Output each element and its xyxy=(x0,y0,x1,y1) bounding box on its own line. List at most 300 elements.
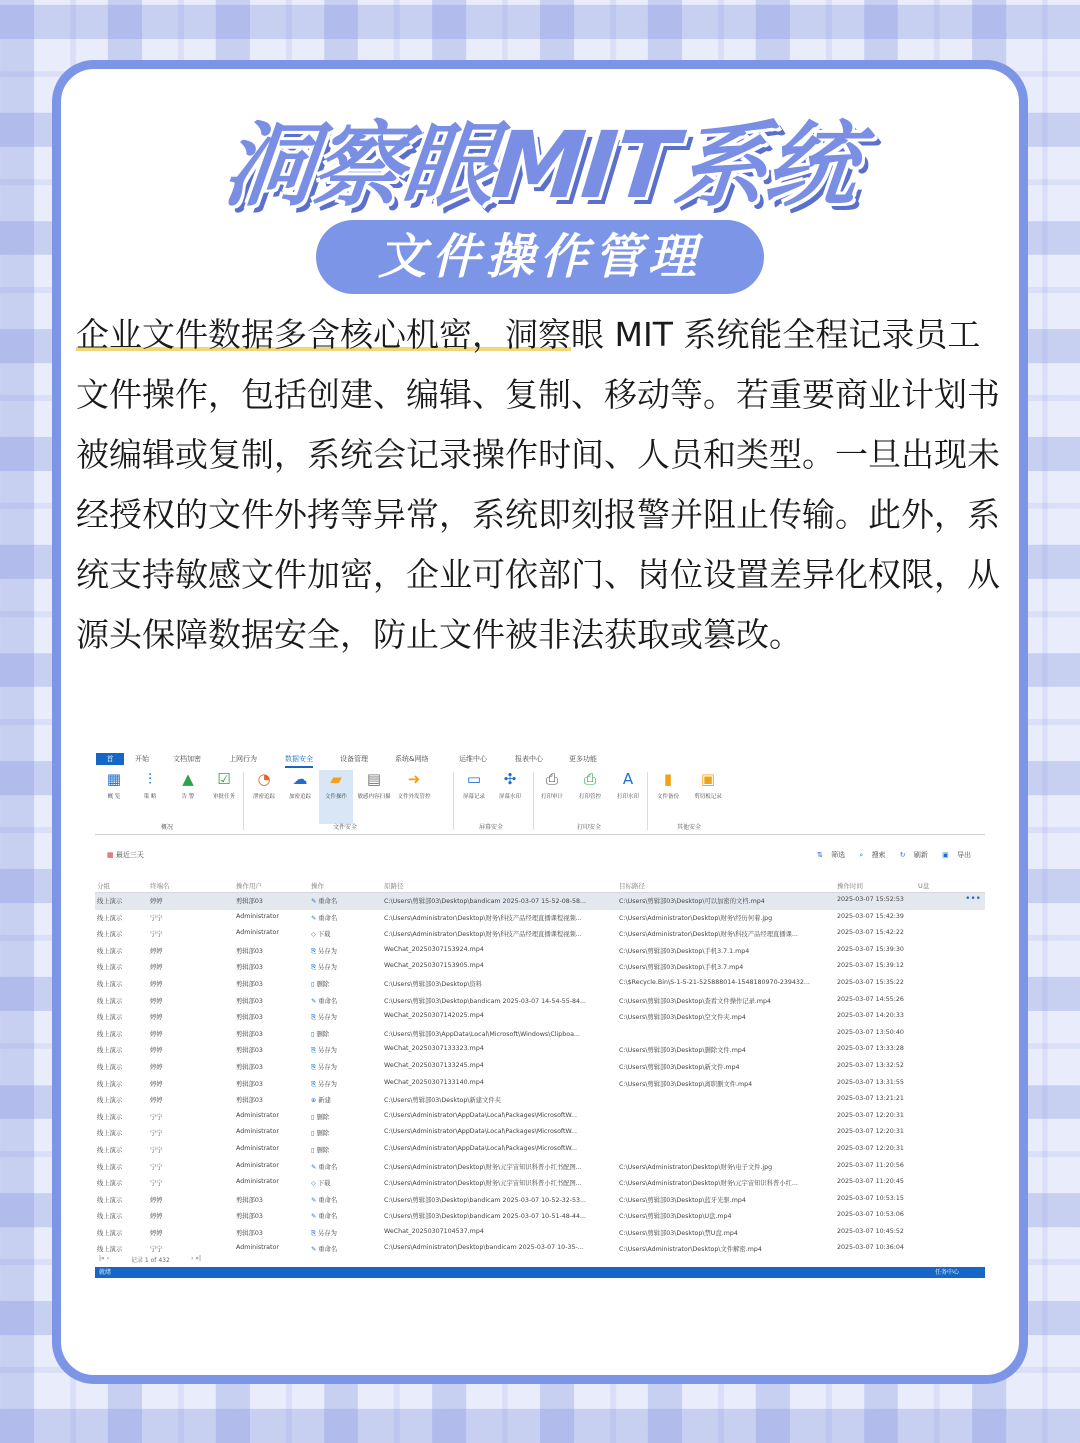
table-cell: 婷婷 xyxy=(150,1229,163,1237)
date-filter-button[interactable] xyxy=(107,850,144,860)
table-cell: 线上演示 xyxy=(97,898,123,905)
table-cell: Administrator xyxy=(236,929,279,937)
operation-cell xyxy=(311,1228,381,1238)
table-cell: C:\Users\Administrator\Desktop\文件解密.mp4 xyxy=(619,1246,762,1254)
table-cell: C:\Users\Administrator\AppData\Local\Packages\MicrosoftW... xyxy=(384,1144,578,1152)
menu-tab[interactable]: 文档加密 xyxy=(173,755,201,763)
table-row[interactable] xyxy=(95,993,985,1010)
ribbon-button-label: 文件外发管控 xyxy=(397,794,431,800)
table-row[interactable] xyxy=(95,1142,985,1159)
intro-highlight: 企业文件数据多含核心机密，洞察 xyxy=(76,315,571,354)
table-cell: 剪辑部03 xyxy=(236,1014,263,1022)
table-cell: 线上演示 xyxy=(97,1196,123,1204)
filter-button[interactable] xyxy=(811,851,845,859)
table-row[interactable] xyxy=(95,1159,985,1176)
file-operation-table xyxy=(95,878,985,1258)
ribbon-button-label: 剪切板记录 xyxy=(694,794,722,800)
table-cell: 线上演示 xyxy=(97,980,123,988)
table-cell: C:\Users\Administrator\Desktop\财务\科技产品经理直播课程视频... xyxy=(384,931,582,939)
table-cell: 2025-03-07 10:53:06 xyxy=(837,1211,904,1219)
printer-icon: ⎙ xyxy=(545,770,558,788)
operation-cell xyxy=(311,929,381,938)
operation-icon: ⎘ xyxy=(311,1063,317,1071)
operation-cell xyxy=(311,913,381,922)
table-cell: 婷婷 xyxy=(150,1213,163,1221)
operation-icon: ▯ xyxy=(311,1030,315,1038)
table-cell: 剪辑部03 xyxy=(236,1063,263,1071)
table-cell: 线上演示 xyxy=(97,1180,123,1188)
table-cell: C:\$Recycle.Bin\S-1-5-21-525888014-1548180970-239432... xyxy=(619,978,810,986)
ribbon-button-label: 加密追踪 xyxy=(288,794,311,800)
export-button[interactable] xyxy=(936,851,971,859)
table-row[interactable] xyxy=(95,976,985,993)
operation-icon: ⎘ xyxy=(311,1047,317,1055)
table-cell: 剪辑部03 xyxy=(236,898,263,905)
table-cell: 线上演示 xyxy=(97,1246,123,1254)
ribbon-button-label: 概 览 xyxy=(107,794,121,800)
clipboard-icon: ▣ xyxy=(700,770,716,788)
ribbon-button[interactable] xyxy=(493,770,527,816)
search-button[interactable] xyxy=(853,851,885,859)
operation-label: 另存为 xyxy=(318,1080,337,1088)
ribbon xyxy=(95,768,985,835)
column-header[interactable]: 分组 xyxy=(97,882,110,890)
document-scan-icon: ▤ xyxy=(366,770,382,788)
table-cell: 2025-03-07 15:35:22 xyxy=(837,978,904,986)
table-cell: 2025-03-07 12:20:31 xyxy=(837,1144,904,1152)
ribbon-button[interactable] xyxy=(97,770,131,816)
status-bar xyxy=(95,1267,985,1278)
column-header[interactable]: 操作时间 xyxy=(837,882,863,890)
table-cell: 2025-03-07 14:55:26 xyxy=(837,995,904,1003)
table-cell: C:\Users\剪辑部03\Desktop\bandicam 2025-03-07 10-52-32-53... xyxy=(384,1196,587,1204)
pager xyxy=(95,1253,985,1265)
table-cell: C:\Users\Administrator\Desktop\财务\元宇宙知识科普小红... xyxy=(619,1180,798,1188)
table-cell: 婷婷 xyxy=(150,947,163,955)
table-cell: 宁宁 xyxy=(150,1130,163,1138)
operation-icon: ▯ xyxy=(311,1113,315,1121)
subtitle-pill: 文件操作管理 xyxy=(316,220,764,294)
table-cell: 2025-03-07 10:36:04 xyxy=(837,1244,904,1252)
operation-label: 重命名 xyxy=(318,997,338,1005)
table-cell: C:\Users\剪辑部03\Desktop\空文件夹.mp4 xyxy=(619,1014,746,1022)
table-cell: 线上演示 xyxy=(97,964,123,972)
operation-cell xyxy=(311,1211,381,1220)
operation-cell xyxy=(311,896,381,905)
table-cell: 线上演示 xyxy=(97,1213,123,1221)
operation-label: 新建 xyxy=(318,1097,331,1105)
menu-home-button[interactable]: 首 xyxy=(96,753,124,765)
table-cell: 2025-03-07 13:33:28 xyxy=(837,1045,904,1053)
table-cell: 婷婷 xyxy=(150,898,163,905)
table-cell: 剪辑部03 xyxy=(236,1213,263,1221)
menu-tab[interactable]: 开始 xyxy=(135,755,149,763)
export-icon: ▣ xyxy=(942,851,949,859)
ribbon-divider xyxy=(453,772,454,830)
search-label: 搜索 xyxy=(871,851,886,859)
ribbon-button[interactable] xyxy=(283,770,317,816)
table-cell: 婷婷 xyxy=(150,1030,163,1038)
table-cell: C:\Users\Administrator\Desktop\财务\电子文件.jpg xyxy=(619,1163,773,1171)
table-cell: C:\Users\剪辑部03\Desktop\U盘.mp4 xyxy=(619,1213,732,1221)
table-cell: 线上演示 xyxy=(97,1113,123,1121)
operation-label: 重命名 xyxy=(318,1196,338,1204)
operation-cell xyxy=(311,996,381,1005)
operation-icon: ✎ xyxy=(311,1246,317,1254)
operation-icon: ✎ xyxy=(311,1213,317,1221)
table-header xyxy=(95,878,985,893)
table-cell: C:\Users\剪辑部03\AppData\Local\Microsoft\Windows\Clipboa... xyxy=(384,1030,580,1038)
table-cell: C:\Users\Administrator\Desktop\财务\经历何着.jpg xyxy=(619,914,773,922)
operation-cell xyxy=(311,1045,381,1055)
table-row[interactable] xyxy=(95,1059,985,1076)
operation-icon: ⊕ xyxy=(311,1097,317,1105)
filter-label: 筛选 xyxy=(831,851,846,859)
sliders-icon: ⫶ xyxy=(148,770,152,788)
table-cell: 2025-03-07 13:21:21 xyxy=(837,1095,904,1103)
ribbon-button-label: 屏幕水印 xyxy=(498,794,521,800)
table-cell: 宁宁 xyxy=(150,1113,163,1121)
operation-label: 删除 xyxy=(316,1146,330,1154)
table-row[interactable] xyxy=(95,1092,985,1109)
operation-icon: ⎘ xyxy=(311,964,317,972)
ribbon-button[interactable] xyxy=(207,770,241,816)
table-row[interactable] xyxy=(95,1042,985,1059)
table-cell: 线上演示 xyxy=(97,1080,123,1088)
table-cell: C:\Users\剪辑部03\Desktop\离职删文件.mp4 xyxy=(619,1080,753,1088)
operation-icon: ⎘ xyxy=(311,1229,317,1237)
table-cell: WeChat_20250307104537.mp4 xyxy=(384,1227,484,1235)
operation-cell xyxy=(311,1162,381,1171)
table-cell: C:\Users\剪辑部03\Desktop\查看文件操作记录.mp4 xyxy=(619,997,772,1005)
checklist-icon: ☑ xyxy=(217,770,231,788)
column-header[interactable]: 原路径 xyxy=(384,882,404,890)
toolbar xyxy=(95,846,985,864)
calendar-icon: ▦ xyxy=(107,851,114,859)
ribbon-group-label: 屏幕安全 xyxy=(479,824,504,831)
table-cell: 剪辑部03 xyxy=(236,1196,263,1204)
operation-label: 另存为 xyxy=(318,1229,337,1237)
ribbon-group-label: 其他安全 xyxy=(677,824,702,831)
table-cell: 线上演示 xyxy=(97,947,123,955)
table-cell: 2025-03-07 15:39:30 xyxy=(837,945,904,953)
operation-cell xyxy=(311,946,381,956)
operation-label: 下载 xyxy=(317,1180,331,1188)
table-cell: 宁宁 xyxy=(150,1180,163,1188)
operation-label: 另存为 xyxy=(318,1014,337,1022)
ribbon-button-label: 敏感内容扫描 xyxy=(357,794,391,800)
operation-icon: ⎘ xyxy=(311,947,317,955)
menu-tab[interactable]: 数据安全 xyxy=(285,752,313,768)
operation-label: 删除 xyxy=(316,1113,330,1121)
table-cell: 线上演示 xyxy=(97,1229,123,1237)
table-cell: 宁宁 xyxy=(150,931,163,939)
table-cell: 剪辑部03 xyxy=(236,1097,263,1105)
menu-tab[interactable]: 设备管理 xyxy=(340,755,368,763)
table-cell: 婷婷 xyxy=(150,980,163,988)
cloud-upload-icon: ☁ xyxy=(292,770,308,788)
ribbon-button[interactable] xyxy=(247,770,281,816)
ribbon-button-label: 文件操作 xyxy=(324,794,347,800)
table-cell: 线上演示 xyxy=(97,1030,123,1038)
operation-icon: ◇ xyxy=(311,931,316,939)
table-cell: 婷婷 xyxy=(150,1063,163,1071)
ribbon-button-label: 打印审计 xyxy=(540,794,563,800)
folder-send-icon: ➜ xyxy=(407,770,421,788)
table-cell: 2025-03-07 15:39:12 xyxy=(837,962,904,970)
pager-prev-button[interactable]: |« ‹ xyxy=(99,1255,109,1262)
table-cell: C:\Users\剪辑部03\Desktop\蓝牙光驱.mp4 xyxy=(619,1196,746,1204)
operation-label: 删除 xyxy=(316,1030,330,1038)
table-cell: 剪辑部03 xyxy=(236,1229,263,1237)
table-cell: 2025-03-07 11:20:45 xyxy=(837,1178,904,1186)
ribbon-button-label: 审批任务 xyxy=(212,794,235,800)
ribbon-button-label: 打印水印 xyxy=(616,794,639,800)
operation-label: 重命名 xyxy=(318,914,338,922)
table-row[interactable] xyxy=(95,1026,985,1043)
filter-icon: ⇅ xyxy=(817,851,823,859)
operation-icon: ✎ xyxy=(311,997,317,1005)
table-cell: 2025-03-07 10:45:52 xyxy=(837,1227,904,1235)
table-cell: C:\Users\Administrator\Desktop\财务\科技产品经理直播课程视频... xyxy=(384,914,582,922)
table-cell: 线上演示 xyxy=(97,1130,123,1138)
table-cell: C:\Users\Administrator\Desktop\财务\元宇宙知识科普小红书配图... xyxy=(384,1163,582,1171)
table-cell: 婷婷 xyxy=(150,1080,163,1088)
table-cell: WeChat_20250307133245.mp4 xyxy=(384,1061,484,1069)
ribbon-divider xyxy=(533,772,534,830)
refresh-icon: ↻ xyxy=(899,851,906,859)
table-cell: Administrator xyxy=(236,1178,279,1186)
ribbon-button[interactable] xyxy=(319,770,353,824)
operation-icon: ✎ xyxy=(311,1163,317,1171)
table-cell: 2025-03-07 10:53:15 xyxy=(837,1194,904,1202)
operation-cell xyxy=(311,1128,381,1137)
table-cell: C:\Users\Administrator\AppData\Local\Packages\MicrosoftW... xyxy=(384,1111,578,1119)
ribbon-button[interactable] xyxy=(535,770,569,816)
operation-cell xyxy=(311,1079,381,1089)
table-cell: 2025-03-07 12:20:31 xyxy=(837,1111,904,1119)
table-cell: 线上演示 xyxy=(97,1063,123,1071)
table-cell: 线上演示 xyxy=(97,997,123,1005)
table-row[interactable] xyxy=(95,943,985,960)
operation-icon: ◇ xyxy=(311,1180,316,1188)
ribbon-button[interactable] xyxy=(357,770,391,816)
table-cell: C:\Users\剪辑部03\Desktop\bandicam 2025-03-07 15-52-08-58... xyxy=(384,898,587,905)
ribbon-divider xyxy=(647,772,648,830)
table-cell: Administrator xyxy=(236,912,279,920)
grid-icon: ▦ xyxy=(106,770,122,788)
ribbon-button[interactable] xyxy=(691,770,725,816)
table-cell: C:\Users\剪辑部03\Desktop\资料 xyxy=(384,980,483,988)
table-cell: C:\Users\Administrator\Desktop\财务\元宇宙知识科普小红书配图... xyxy=(384,1180,582,1188)
menu-tab[interactable]: 上网行为 xyxy=(229,755,257,763)
table-cell: 剪辑部03 xyxy=(236,1047,263,1055)
table-cell: 婷婷 xyxy=(150,1097,163,1105)
ribbon-button[interactable] xyxy=(651,770,685,816)
tracking-icon: ◔ xyxy=(257,770,271,788)
operation-icon: ⎘ xyxy=(311,1014,317,1022)
column-header[interactable]: U盘 xyxy=(918,882,930,890)
pager-record-count: 记录 1 of 432 xyxy=(131,1257,170,1264)
column-header[interactable]: 操作用户 xyxy=(236,882,262,890)
toolbar-actions xyxy=(805,850,971,860)
ribbon-group-label: 文件安全 xyxy=(333,824,358,831)
table-cell: 婷婷 xyxy=(150,964,163,972)
ribbon-group-label: 概况 xyxy=(161,824,174,831)
operation-cell xyxy=(311,962,381,972)
table-cell: 剪辑部03 xyxy=(236,1080,263,1088)
table-cell: C:\Users\剪辑部03\Desktop\禁U盘.mp4 xyxy=(619,1229,738,1237)
table-cell: Administrator xyxy=(236,1144,279,1152)
table-cell: 宁宁 xyxy=(150,914,163,922)
backup-icon: ▮ xyxy=(663,770,673,788)
menu-bar xyxy=(95,752,985,766)
table-cell: 婷婷 xyxy=(150,1196,163,1204)
table-cell: Administrator xyxy=(236,1161,279,1169)
table-cell: 婷婷 xyxy=(150,997,163,1005)
table-cell: C:\Users\剪辑部03\Desktop\手机3.7.mp4 xyxy=(619,964,744,972)
operation-label: 重命名 xyxy=(318,1163,338,1171)
refresh-label: 刷新 xyxy=(913,851,928,859)
app-screenshot xyxy=(95,748,985,1278)
table-cell: Administrator xyxy=(236,1111,279,1119)
ribbon-button-label: 打印管控 xyxy=(578,794,601,800)
operation-label: 另存为 xyxy=(318,1063,337,1071)
table-cell: C:\Users\Administrator\Desktop\bandicam 2025-03-07 10-35-... xyxy=(384,1244,584,1252)
status-left: 就绪 xyxy=(99,1269,112,1276)
table-row[interactable] xyxy=(95,1076,985,1093)
ribbon-button-label: 策 略 xyxy=(143,794,157,800)
table-cell: 线上演示 xyxy=(97,1014,123,1022)
menu-tab[interactable]: 运维中心 xyxy=(459,755,487,763)
table-cell: 2025-03-07 15:42:39 xyxy=(837,912,904,920)
table-cell: C:\Users\剪辑部03\Desktop\新文件.mp4 xyxy=(619,1063,740,1071)
ribbon-button[interactable] xyxy=(611,770,645,816)
menu-tab[interactable]: 更多功能 xyxy=(569,755,597,763)
operation-icon: ✎ xyxy=(311,1196,317,1204)
table-cell: 线上演示 xyxy=(97,914,123,922)
table-cell: 2025-03-07 14:20:33 xyxy=(837,1012,904,1020)
table-row[interactable] xyxy=(95,1125,985,1142)
table-row[interactable] xyxy=(95,1109,985,1126)
ribbon-button[interactable] xyxy=(573,770,607,816)
table-cell: 2025-03-07 15:52:53 xyxy=(837,896,904,903)
table-cell: Administrator xyxy=(236,1128,279,1136)
table-cell: 线上演示 xyxy=(97,1146,123,1154)
text-watermark-icon: A xyxy=(622,770,634,788)
operation-label: 重命名 xyxy=(318,898,338,905)
table-cell: 2025-03-07 13:32:52 xyxy=(837,1061,904,1069)
bell-icon: ▲ xyxy=(182,770,194,788)
table-cell: 2025-03-07 13:50:40 xyxy=(837,1028,904,1036)
menu-tab[interactable]: 系统&网络 xyxy=(395,755,429,763)
table-cell: 线上演示 xyxy=(97,931,123,939)
operation-label: 另存为 xyxy=(318,964,337,972)
table-cell: WeChat_20250307153924.mp4 xyxy=(384,945,484,953)
table-cell: WeChat_20250307133323.mp4 xyxy=(384,1045,484,1053)
intro-paragraph xyxy=(76,305,1011,665)
operation-label: 重命名 xyxy=(318,1213,338,1221)
table-cell: 宁宁 xyxy=(150,1146,163,1154)
column-header[interactable]: 操作 xyxy=(311,882,324,890)
table-cell: 2025-03-07 11:20:56 xyxy=(837,1161,904,1169)
table-row[interactable] xyxy=(95,1009,985,1026)
table-cell: C:\Users\Administrator\AppData\Local\Packages\MicrosoftW... xyxy=(384,1128,578,1136)
table-cell: 宁宁 xyxy=(150,1163,163,1171)
table-row[interactable] xyxy=(95,926,985,943)
operation-icon: ✎ xyxy=(311,898,317,905)
table-row[interactable] xyxy=(95,959,985,976)
column-header[interactable]: 目标路径 xyxy=(619,882,645,890)
table-cell: WeChat_20250307142025.mp4 xyxy=(384,1012,484,1020)
table-cell: WeChat_20250307133140.mp4 xyxy=(384,1078,484,1086)
operation-cell xyxy=(311,1062,381,1072)
table-row[interactable] xyxy=(95,893,985,910)
operation-label: 删除 xyxy=(316,1130,330,1138)
ribbon-group-label: 打印安全 xyxy=(577,824,602,831)
task-center-button[interactable]: 任务中心 xyxy=(934,1269,959,1276)
operation-icon: ⎘ xyxy=(311,1080,317,1088)
operation-icon: ▯ xyxy=(311,980,315,988)
table-cell: 2025-03-07 15:42:22 xyxy=(837,929,904,937)
operation-cell xyxy=(311,979,381,988)
operation-cell xyxy=(311,1012,381,1022)
operation-label: 重命名 xyxy=(318,1246,338,1254)
ribbon-button[interactable] xyxy=(397,770,431,816)
more-options-icon[interactable]: ••• xyxy=(965,894,981,904)
export-label: 导出 xyxy=(957,851,971,859)
date-filter-label: 最近三天 xyxy=(115,851,144,859)
ribbon-button[interactable] xyxy=(171,770,205,816)
monitor-icon: ▭ xyxy=(466,770,482,788)
table-cell: 剪辑部03 xyxy=(236,997,263,1005)
refresh-button[interactable] xyxy=(894,851,928,859)
operation-icon: ▯ xyxy=(311,1130,315,1138)
table-cell: WeChat_20250307153905.mp4 xyxy=(384,962,484,970)
table-row[interactable] xyxy=(95,1175,985,1192)
ribbon-button[interactable] xyxy=(133,770,167,816)
table-cell: 2025-03-07 13:31:55 xyxy=(837,1078,904,1086)
operation-icon: ✎ xyxy=(311,914,317,922)
operation-label: 删除 xyxy=(316,980,330,988)
page-title: 洞察眼MIT系统 xyxy=(217,112,862,219)
column-header[interactable]: 终端名 xyxy=(150,882,170,890)
ribbon-button[interactable] xyxy=(457,770,491,816)
table-cell: 2025-03-07 12:20:31 xyxy=(837,1128,904,1136)
pager-next-button[interactable]: › »| xyxy=(191,1255,201,1262)
table-cell: Administrator xyxy=(236,1244,279,1252)
table-cell: 婷婷 xyxy=(150,1014,163,1022)
table-cell: C:\Users\剪辑部03\Desktop\删除文件.mp4 xyxy=(619,1047,746,1055)
table-row[interactable] xyxy=(95,1208,985,1225)
table-cell: C:\Users\剪辑部03\Desktop\手机3.7.1.mp4 xyxy=(619,947,750,955)
operation-cell xyxy=(311,1029,381,1038)
folder-icon: ▰ xyxy=(330,770,342,788)
operation-label: 下载 xyxy=(317,931,331,939)
operation-icon: ▯ xyxy=(311,1146,315,1154)
table-cell: 线上演示 xyxy=(97,1047,123,1055)
table-cell: 宁宁 xyxy=(150,1246,163,1254)
operation-cell xyxy=(311,1145,381,1154)
menu-tab[interactable]: 报表中心 xyxy=(515,755,543,763)
ribbon-button-label: 泄密追踪 xyxy=(252,794,275,800)
table-row[interactable] xyxy=(95,1225,985,1242)
table-row[interactable] xyxy=(95,910,985,927)
table-cell: C:\Users\剪辑部03\Desktop\bandicam 2025-03-07 10-51-48-44... xyxy=(384,1213,587,1221)
operation-cell xyxy=(311,1195,381,1204)
operation-label: 另存为 xyxy=(318,1047,337,1055)
table-row[interactable] xyxy=(95,1192,985,1209)
